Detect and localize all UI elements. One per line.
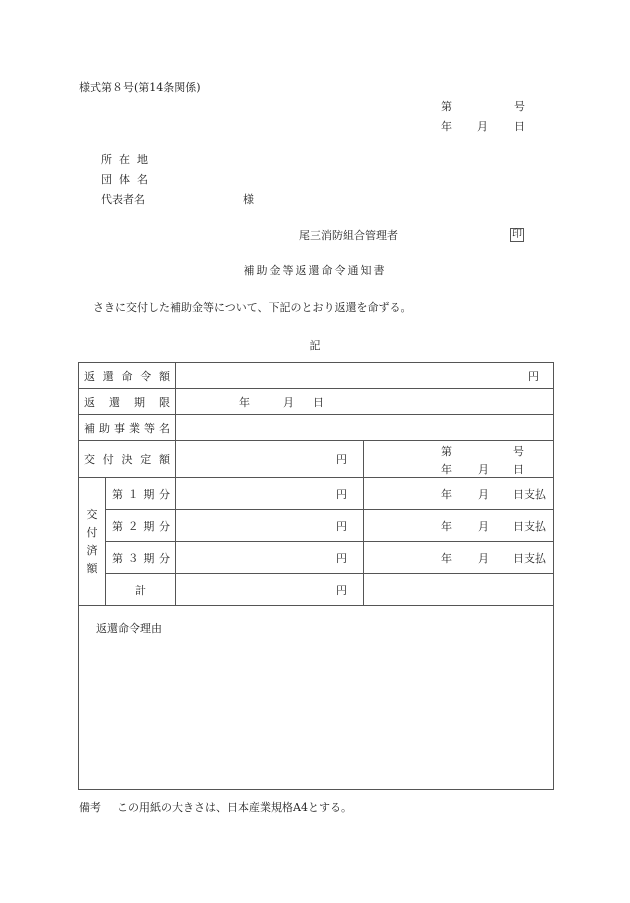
total-amount-field[interactable]: [176, 574, 364, 606]
yen-unit: 円: [336, 519, 347, 533]
decision-number-suffix: 号: [513, 445, 524, 458]
row-period-1: [79, 478, 554, 510]
reason-field[interactable]: [79, 606, 554, 790]
issuer-name: 尾三消防組合管理者: [299, 229, 398, 242]
row-grant-decision: [79, 441, 554, 478]
document-title: 補助金等返還命令通知書: [243, 264, 387, 277]
period-1-label: 第１期分: [106, 478, 176, 510]
row-period-3: [79, 542, 554, 574]
paid-amount-group-label: 交 付 済 額: [79, 478, 106, 606]
decision-day: 日: [513, 463, 524, 476]
yen-unit: 円: [528, 369, 539, 383]
representative-label: 代表者名: [101, 193, 145, 206]
document-date: [441, 120, 525, 133]
honorific: 様: [243, 193, 254, 206]
ki-heading: 記: [309, 339, 321, 352]
form-number: 様式第８号(第14条関係): [79, 81, 201, 94]
doc-date-day: 日: [514, 120, 525, 133]
return-amount-field[interactable]: [176, 363, 554, 389]
return-deadline-label: 返還期限: [79, 389, 176, 415]
total-blank: [364, 574, 554, 606]
project-name-label: 補助事業等名: [79, 415, 176, 441]
doc-date-month: 月: [477, 120, 488, 133]
note: [79, 802, 352, 813]
yen-unit: 円: [336, 453, 347, 466]
row-reason: [79, 606, 554, 790]
period-1-payment-date[interactable]: 年 月 日支払: [364, 478, 554, 510]
note-label: 備考: [79, 801, 101, 814]
row-return-deadline: [79, 389, 554, 415]
row-total: [79, 574, 554, 606]
period-2-label: 第２期分: [106, 510, 176, 542]
grant-decision-number-date[interactable]: [364, 441, 554, 478]
lead-text: さきに交付した補助金等について、下記のとおり返還を命ずる。: [93, 301, 412, 314]
return-deadline-field[interactable]: [176, 389, 554, 415]
yen-unit: 円: [336, 487, 347, 501]
reason-label: 返還命令理由: [96, 622, 162, 635]
seal-mark: 印: [512, 229, 522, 240]
period-1-amount-field[interactable]: [176, 478, 364, 510]
row-return-amount: [79, 363, 554, 389]
return-order-table: [78, 362, 554, 790]
doc-number-suffix: 号: [514, 100, 525, 113]
period-2-amount-field[interactable]: [176, 510, 364, 542]
yen-unit: 円: [336, 583, 347, 597]
grant-decision-amount-field[interactable]: [176, 441, 364, 478]
grant-decision-label: 交付決定額: [79, 441, 176, 478]
deadline-day: 日: [313, 395, 324, 409]
return-amount-label: 返還命令額: [79, 363, 176, 389]
document-number: [441, 100, 525, 113]
decision-number-prefix: 第: [441, 445, 452, 458]
period-3-payment-date[interactable]: 年 月 日支払: [364, 542, 554, 574]
note-text: この用紙の大きさは、日本産業規格A4とする。: [117, 801, 352, 814]
row-project-name: [79, 415, 554, 441]
row-period-2: [79, 510, 554, 542]
organization-label: 団体名: [101, 173, 155, 186]
decision-year: 年: [441, 463, 452, 476]
period-2-payment-date[interactable]: 年 月 日支払: [364, 510, 554, 542]
period-3-amount-field[interactable]: [176, 542, 364, 574]
deadline-year: 年: [239, 395, 250, 409]
doc-date-year: 年: [441, 120, 452, 133]
deadline-month: 月: [283, 395, 294, 409]
decision-month: 月: [478, 463, 489, 476]
yen-unit: 円: [336, 551, 347, 565]
project-name-field[interactable]: [176, 415, 554, 441]
period-3-label: 第３期分: [106, 542, 176, 574]
total-label: 計: [106, 574, 176, 606]
location-label: 所在地: [101, 153, 155, 166]
doc-number-prefix: 第: [441, 100, 452, 113]
